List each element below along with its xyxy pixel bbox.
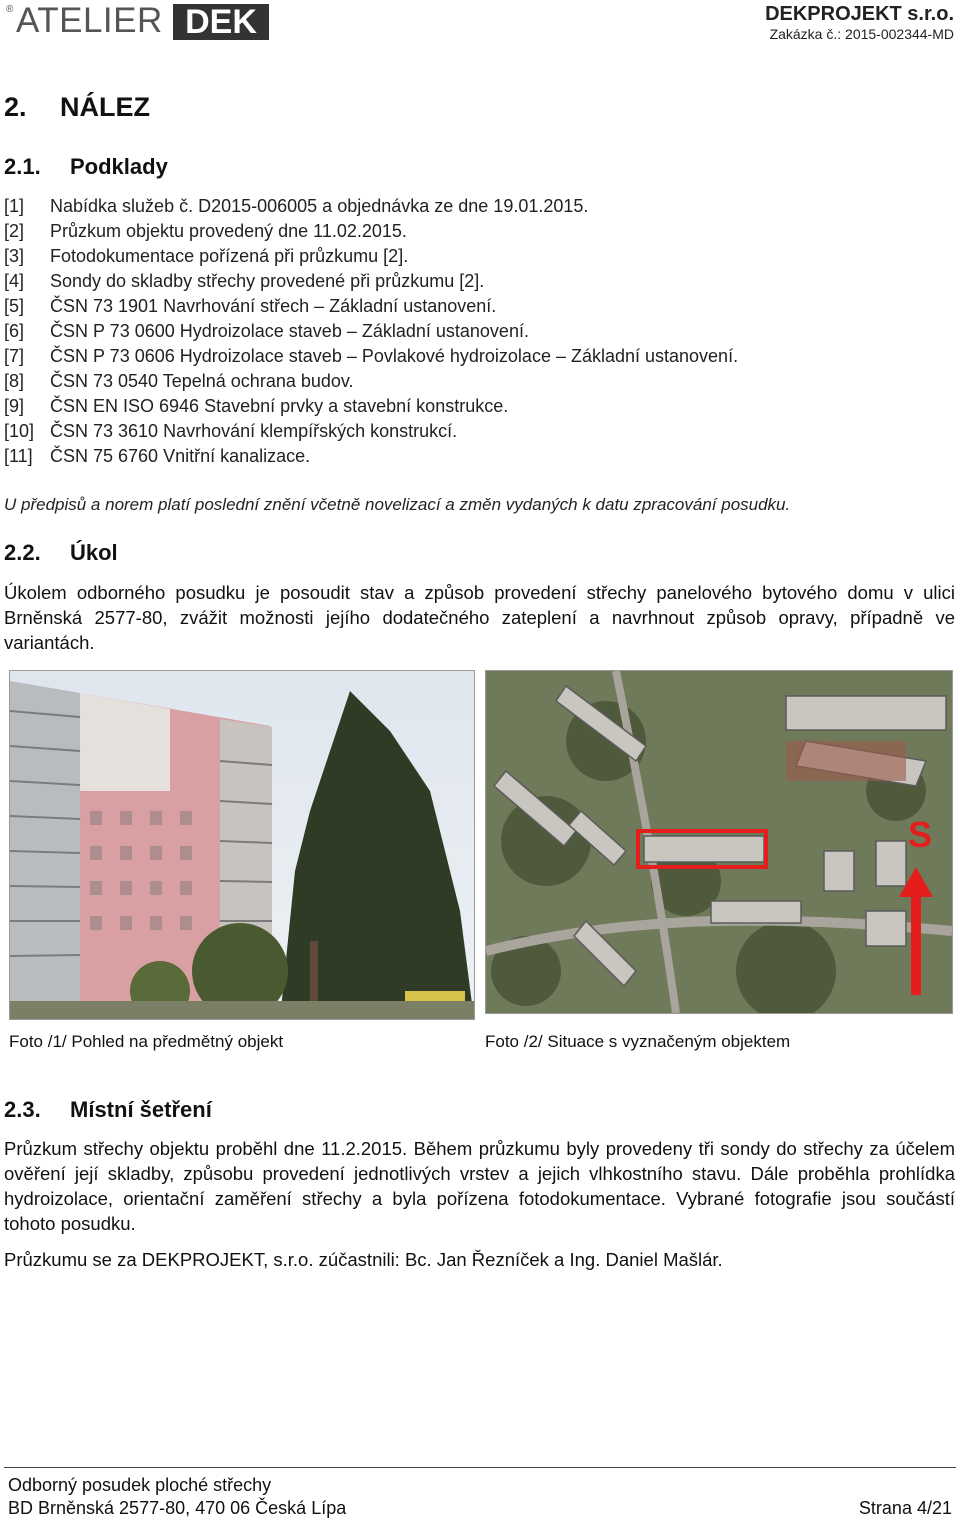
footer-address: BD Brněnská 2577-80, 470 06 Česká Lípa [8,1498,347,1518]
footer-divider [4,1467,956,1468]
subsection-title: Úkol [70,540,118,565]
logo-box: DEK [173,4,269,40]
regulations-note: U předpisů a norem platí poslední znění včetně novelizací a změn vydaných k datu zpracování posudku. [4,495,791,514]
subsection-heading-podklady [4,153,168,181]
page-footer [8,1474,952,1520]
photo-caption-2: Foto /2/ Situace s vyznačeným objektem [485,1032,791,1051]
north-arrow-shaft [911,893,921,995]
subsection-number: 2.1. [4,154,41,179]
list-item: [6] ČSN P 73 0600 Hydroizolace staveb – Základní ustanovení. [4,321,529,341]
company-header [765,2,954,42]
survey-paragraph: Průzkum střechy objektu proběhl dne 11.2.2015. Během průzkumu byly provedeny tři sondy do střechy za účelem ověření její skladby, způsobu provedení jednotlivých vrstev a jejich vlhkostního stavu. Dále proběhla prohlídka hydroizolace, orientační zaměření střechy a byla pořízena fotodokumentace. Vybrané fotografie jsou součástí tohoto posudku. [4,1138,955,1234]
list-item: [3] Fotodokumentace pořízená při průzkumu [2]. [4,246,409,266]
subsection-number: 2.3. [4,1097,41,1122]
photo-aerial-situation [485,670,953,1014]
list-item: [10] ČSN 73 3610 Navrhování klempířských konstrukcí. [4,421,458,441]
page-number: Strana 4/21 [858,1498,952,1518]
section-heading [4,90,150,124]
photo-caption-1: Foto /1/ Pohled na předmětný objekt [9,1032,284,1051]
subsection-title: Podklady [70,154,168,179]
task-paragraph: Úkolem odborného posudku je posoudit stav a způsob provedení střechy panelového bytového domu v ulici Brněnská 2577-80, zvážit možnosti jejího dodatečného zateplení a navrhnout způsob opravy, případně ve variantách. [4,582,955,653]
list-item: [4] Sondy do skladby střechy provedené při průzkumu [2]. [4,271,485,291]
participants-paragraph: Průzkumu se za DEKPROJEKT, s.r.o. zúčastnili: Bc. Jan Řezníček a Ing. Daniel Mašlár. [4,1249,723,1270]
footer-title: Odborný posudek ploché střechy [8,1475,272,1495]
section-number: 2. [4,92,27,122]
atelier-dek-logo [6,2,268,40]
subsection-heading-ukol [4,539,118,567]
north-label: S [908,814,933,855]
photo-building [9,670,475,1020]
list-item: [8] ČSN 73 0540 Tepelná ochrana budov. [4,371,354,391]
building-photo-illustration [10,671,474,1019]
references-list [4,194,954,469]
subsection-number: 2.2. [4,540,41,565]
list-item: [9] ČSN EN ISO 6946 Stavební prvky a stavební konstrukce. [4,396,509,416]
logo-registered-mark: ® [6,4,14,15]
subsection-title: Místní šetření [70,1097,212,1122]
aerial-map-illustration [486,671,952,1013]
list-item: [1] Nabídka služeb č. D2015-006005 a objednávka ze dne 19.01.2015. [4,196,589,216]
subsection-heading-mistni-setreni [4,1096,212,1124]
list-item: [2] Průzkum objektu provedený dne 11.02.2015. [4,221,407,241]
list-item: [5] ČSN 73 1901 Navrhování střech – Základní ustanovení. [4,296,497,316]
logo-text: ATELIER [16,1,163,40]
list-item: [7] ČSN P 73 0606 Hydroizolace staveb – Povlakové hydroizolace – Základní ustanovení. [4,346,739,366]
section-title: NÁLEZ [60,92,150,122]
list-item: [11] ČSN 75 6760 Vnitřní kanalizace. [4,446,311,466]
company-name: DEKPROJEKT s.r.o. [765,3,954,25]
order-number: Zakázka č.: 2015-002344-MD [769,26,954,42]
